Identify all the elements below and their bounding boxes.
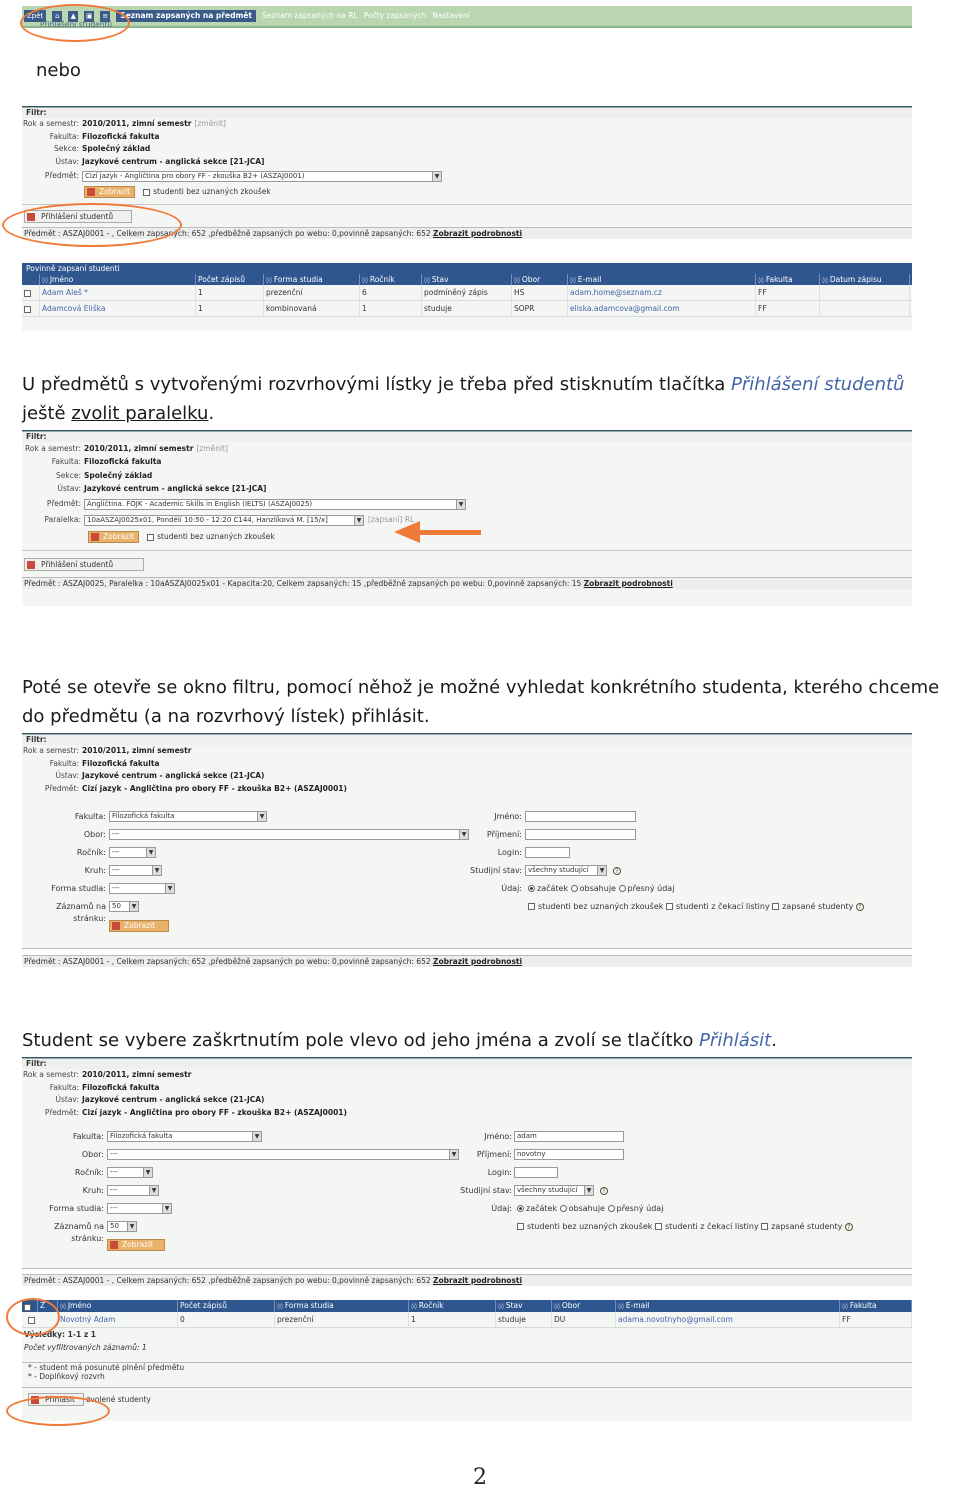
obor-select[interactable]: --- ▼ (109, 829, 469, 840)
col-rocnik[interactable]: ◊◊ Ročník (360, 274, 422, 285)
obor-select[interactable]: --- ▼ (107, 1149, 459, 1160)
col-obor[interactable]: ◊◊ Obor (552, 1300, 616, 1312)
obsahuje-radio[interactable] (571, 885, 578, 892)
nav-item-pocty[interactable]: Počty zapsaných (363, 11, 427, 20)
cell: HS (512, 285, 568, 300)
ustav-label: Ústav: (55, 1095, 79, 1105)
presny-radio[interactable] (619, 885, 626, 892)
predmet-label: Předmět: (44, 783, 79, 793)
ustav-value: Jazykové centrum - anglická sekce [21-JCA] (82, 156, 265, 166)
bez-uznanych-checkbox[interactable] (147, 534, 154, 541)
cell: 1 (196, 285, 264, 300)
prijmeni-label: Příjmení: (486, 830, 522, 839)
predmet-label: Předmět: (46, 499, 81, 508)
nav-sub-prihlaseni[interactable]: Přihlášení studentů (40, 20, 113, 29)
table-row (22, 301, 912, 317)
email-link[interactable]: adama.novotnyho@gmail.com (616, 1312, 840, 1327)
ustav-value: Jazykové centrum - anglická sekce (21-JCA) (82, 771, 265, 781)
help-icon[interactable]: ? (613, 867, 621, 875)
cell: studuje (496, 1312, 552, 1327)
fakulta-select[interactable]: Filozofická fakulta ▼ (109, 811, 267, 822)
help-icon[interactable]: ? (845, 1223, 853, 1231)
rocnik-label: Ročník: (74, 1168, 104, 1177)
up-icon[interactable]: ▲ (68, 11, 78, 22)
paralelka-select[interactable]: 10aASZAJ0025x01, Pondělí 10:50 - 12:20 C144, Hanzlíková M. [15/x] ▼ (84, 515, 364, 526)
forma-select[interactable]: --- ▼ (107, 1203, 172, 1214)
table-row (22, 1312, 912, 1328)
prijmeni-input[interactable]: novotny (514, 1149, 624, 1160)
search-screenshot-2: Filtr: Rok a semestr: 2010/2011, zimní semestr Fakulta: Filozofická fakulta Ústav: Jazykové centrum - anglická sekce (21-JCA) Předmět: Cizí jazyk - Angličtina pro obory FF - zkouška B2+ (ASZAJ0001) Fakulta: Filozofická fakulta ▼ Obor: --- ▼ Ročník: --- ▼ Kruh: --- ▼ Forma studia: --- ▼ Záznamů na stránku: 50 ▼ Zobrazit Jméno: adam Příjmení: novotny Login: Studijní stav: všechny studující ▼ ? Údaj: začátek obsahuje přesný údaj studenti bez uznaných zkoušek studenti z čekací listiny zapsané studenty ? Předmět : ASZAJ0001 - , Celkem zapsaných: 652 ,předběžně zapsaných po webu: 0,povinně zapsaných: 652 Zobrazit podrobnosti Z ◊◊ Jméno Počet zápisů ◊◊ Forma studia ◊◊ Ročník ◊◊ Stav ◊◊ Obor ◊◊ E-mail ◊◊ Fakulta Novotný Adam 0 prezenční 1 studuje DU adama.novotnyho@gmail.com FF Výsledky: 1-1 z 1 Počet vyfiltrovaných záznamů: 1 * - student má posunuté plnění předmětu * - Doplňkový rozvrh Přihlásit zvolené studenty (22, 1057, 912, 1421)
login-input[interactable] (525, 847, 570, 858)
highlight-circle (6, 1298, 60, 1336)
rok-value: 2010/2011, zimní semestr (84, 443, 194, 453)
nav-screenshot (22, 6, 912, 34)
fakulta-label: Fakulta: (72, 1132, 104, 1141)
zobrazit-button[interactable]: Zobrazit (88, 531, 139, 543)
filter-screenshot-2 (22, 430, 912, 606)
obor-label: Obor: (83, 830, 106, 839)
bez-uznanych-checkbox[interactable] (517, 1223, 524, 1230)
ustav-value: Jazykové centrum - anglická sekce [21-JCA] (84, 484, 267, 494)
fakulta-label: Fakulta: (74, 812, 106, 821)
stav-select[interactable]: všechny studující ▼ (514, 1185, 594, 1196)
prihlaseni-studentu-button[interactable]: Přihlášení studentů (24, 210, 132, 223)
zmenit-link[interactable]: [změnit] (196, 443, 228, 453)
rok-value: 2010/2011, zimní semestr (82, 1070, 192, 1080)
zmenit-link[interactable]: [změnit] (194, 119, 226, 129)
zacatek-radio[interactable] (517, 1205, 524, 1212)
sekce-label: Sekce: (56, 470, 81, 480)
col-email[interactable]: ◊◊ E-mail (616, 1300, 840, 1312)
prijmeni-label: Příjmení: (476, 1150, 512, 1159)
zapsane-link[interactable]: [zapsaní] RL (368, 515, 415, 524)
fakulta-label: Fakulta: (49, 131, 79, 141)
cell: SOPR (512, 301, 568, 316)
col-obor[interactable]: ◊◊ Obor (512, 274, 568, 285)
stav-select[interactable]: všechny studující ▼ (525, 865, 607, 876)
zobrazit-button[interactable]: Zobrazit (107, 1239, 165, 1251)
col-pocet[interactable]: Počet zápisů (196, 274, 264, 285)
cell: studuje (422, 301, 512, 316)
col-z[interactable]: Z (38, 1300, 58, 1312)
cell: podmíněný zápis (422, 285, 512, 300)
filter-heading: Filtr: (22, 1059, 912, 1069)
udaj-label: Údaj: (491, 1204, 512, 1213)
zaznamu-label: Záznamů na stránku: (56, 902, 106, 923)
cell (820, 301, 910, 316)
rocnik-select[interactable]: --- ▼ (109, 847, 156, 858)
udaj-label: Údaj: (501, 884, 522, 893)
fakulta-label: Fakulta: (49, 1082, 79, 1092)
ustav-value: Jazykové centrum - anglická sekce (21-JCA) (82, 1095, 265, 1105)
forma-select[interactable]: --- ▼ (109, 883, 175, 894)
home-icon[interactable]: ⌂ (52, 11, 62, 22)
podrobnosti-link[interactable]: Zobrazit podrobnosti (433, 957, 523, 966)
search-screenshot-1: Filtr: Rok a semestr: 2010/2011, zimní semestr Fakulta: Filozofická fakulta Ústav: Jazykové centrum - anglická sekce (21-JCA) Předmět: Cizí jazyk - Angličtina pro obory FF - zkouška B2+ (ASZAJ0001) Fakulta: Filozofická fakulta ▼ Obor: --- ▼ Ročník: --- ▼ Kruh: --- ▼ Forma studia: --- ▼ Záznamů na stránku: 50 ▼ Zobrazit Jméno: Příjmení: Login: Studijní stav: všechny studující ▼ ? Údaj: začátek obsahuje přesný údaj studenti bez uznaných zkoušek studenti z čekací listiny zapsané studenty ? Předmět : ASZAJ0001 - , Celkem zapsaných: 652 ,předběžně zapsaných po webu: 0,povinně zapsaných: 652 Zobrazit podrobnosti (22, 733, 912, 967)
row-checkbox[interactable] (24, 306, 31, 313)
predmet-value: Cizí jazyk - Angličtina pro obory FF - zkouška B2+ (ASZAJ0001) (82, 783, 347, 793)
cell: 6 (360, 285, 422, 300)
cell: 1 (196, 301, 264, 316)
help-icon[interactable]: ? (600, 1187, 608, 1195)
legend-1: * - student má posunuté plnění předmětu (22, 1362, 912, 1372)
rocnik-select[interactable]: --- ▼ (107, 1167, 153, 1178)
table-row (22, 285, 912, 301)
zaznamu-select[interactable]: 50 ▼ (109, 901, 139, 912)
jmeno-label: Jméno: (494, 812, 522, 821)
highlight-circle (20, 4, 130, 42)
cell: prezenční (264, 285, 360, 300)
page-number: 2 (473, 1465, 487, 1490)
fakulta-value: Filozofická fakulta (82, 1082, 160, 1092)
col-jmeno[interactable]: ◊◊ Jméno (58, 1300, 178, 1312)
student-name[interactable]: Adam Aleš * (40, 285, 196, 300)
podrobnosti-link[interactable]: Zobrazit podrobnosti (433, 1276, 523, 1285)
bez-uznanych-label: studenti bez uznaných zkoušek (153, 187, 271, 196)
sekce-label: Sekce: (54, 144, 79, 154)
paralelka-label: Paralelka: (44, 515, 81, 524)
zaznamu-label: Záznamů na stránku: (54, 1222, 104, 1243)
col-fakulta[interactable]: ◊◊ Fakulta (840, 1300, 912, 1312)
table2-header (22, 1300, 912, 1312)
fakulta-select[interactable]: Filozofická fakulta ▼ (107, 1131, 262, 1142)
bez-uznanych-checkbox[interactable] (143, 189, 150, 196)
highlight-circle (6, 1396, 110, 1426)
table-caption: Povinně zapsaní studenti (22, 263, 912, 274)
nav-item-nastaveni[interactable]: Nastavení (432, 11, 470, 20)
cell: FF (840, 1312, 912, 1327)
predmet-label: Předmět: (44, 171, 79, 180)
ustav-label: Ústav: (55, 771, 79, 781)
paragraph-3: Student se vybere zaškrtnutím pole vlevo od jeho jména a zvolí se tlačítko Přihlásit. (22, 1030, 777, 1051)
fakulta-value: Filozofická fakulta (84, 457, 162, 467)
filter-heading: Filtr: (22, 432, 912, 442)
subject-info: Předmět : ASZAJ0001 - , Celkem zapsaných: 652 ,předběžně zapsaných po webu: 0,povinně zapsaných: 652 Zobrazit podrobnosti (22, 227, 912, 239)
zobrazit-button[interactable]: Zobrazit (84, 186, 135, 198)
obsahuje-radio[interactable] (560, 1205, 567, 1212)
prihlasit-ref: Přihlásit (699, 1030, 772, 1051)
col-forma[interactable]: ◊◊ Forma studia (264, 274, 360, 285)
cell: 1 (409, 1312, 496, 1327)
col-datum[interactable]: ◊◊ Datum zápisu (820, 274, 910, 285)
col-fakulta[interactable]: ◊◊ Fakulta (756, 274, 820, 285)
obor-label: Obor: (81, 1150, 104, 1159)
jmeno-input[interactable] (525, 811, 636, 822)
ustav-label: Ústav: (57, 484, 81, 494)
filter-heading: Filtr: (22, 108, 912, 118)
subject-info: Předmět : ASZAJ0001 - , Celkem zapsaných: 652 ,předběžně zapsaných po webu: 0,povinně zapsaných: 652 Zobrazit podrobnosti (22, 1274, 912, 1286)
paragraph-2: Poté se otevře se okno filtru, pomocí něhož je možné vyhledat konkrétního studenta, kterého chceme do předmětu (a na rozvrhový lístek) přihlásit. (22, 677, 940, 727)
sekce-value: Společný základ (84, 470, 153, 480)
forma-label: Forma studia: (49, 1204, 104, 1213)
col-jmeno[interactable]: ◊◊ Jméno (40, 274, 196, 285)
zaznamu-select[interactable]: 50 ▼ (107, 1221, 137, 1232)
bez-uznanych-label: studenti bez uznaných zkoušek (157, 532, 275, 541)
kruh-label: Kruh: (82, 1186, 104, 1195)
rok-label: Rok a semestr: (23, 119, 79, 129)
cekaci-listina-checkbox[interactable] (666, 903, 673, 910)
zvolene-label: zvolené studenty (86, 1395, 151, 1404)
cell: 0 (178, 1312, 275, 1327)
cell: prezenční (275, 1312, 409, 1327)
subject-info: Předmět : ASZAJ0025, Paralelka : 10aASZAJ0025x01 - Kapacita:20, Celkem zapsaných: 15 ,předběžně zapsaných po webu: 0,povinně zapsaných: 15 Zobrazit podrobnosti (22, 577, 912, 589)
text-nebo: nebo (36, 60, 81, 81)
predmet-value: Cizí jazyk - Angličtina pro obory FF - zkouška B2+ (ASZAJ0001) (82, 1107, 347, 1117)
table1-header (22, 274, 912, 285)
prihlasit-button[interactable]: Přihlásit (28, 1393, 84, 1406)
login-label: Login: (497, 848, 522, 857)
vysledky-text: Výsledky: 1-1 z 1 (24, 1330, 97, 1339)
cell (820, 285, 910, 300)
predmet-select[interactable]: Cizí jazyk - Angličtina pro obory FF - zkouška B2+ (ASZAJ0001) ▼ (82, 171, 442, 182)
list-icon[interactable]: ≡ (100, 11, 110, 22)
predmet-label: Předmět: (44, 1107, 79, 1117)
jmeno-label: Jméno: (484, 1132, 512, 1141)
podrobnosti-link[interactable]: Zobrazit podrobnosti (583, 579, 673, 588)
jmeno-input[interactable]: adam (514, 1131, 624, 1142)
bez-uznanych-checkbox[interactable] (528, 903, 535, 910)
sekce-value: Společný základ (82, 144, 151, 154)
rok-label: Rok a semestr: (23, 746, 79, 756)
col-stav[interactable]: ◊◊ Stav (422, 274, 512, 285)
forma-label: Forma studia: (51, 884, 106, 893)
nav-item-rl[interactable]: Seznam zapsaných na RL (261, 11, 358, 20)
fakulta-label: Fakulta: (51, 457, 81, 467)
col-pocet[interactable]: Počet zápisů (178, 1300, 275, 1312)
kruh-label: Kruh: (84, 866, 106, 875)
print-icon[interactable]: ▣ (85, 11, 93, 20)
zapsane-checkbox[interactable] (761, 1223, 768, 1230)
rok-label: Rok a semestr: (25, 443, 81, 453)
student-name[interactable]: Novotný Adam (58, 1312, 178, 1327)
col-rocnik[interactable]: ◊◊ Ročník (409, 1300, 496, 1312)
zvolit-paralelku-ref: zvolit paralelku (71, 403, 209, 424)
login-label: Login: (487, 1168, 512, 1177)
email-link[interactable]: adam.home@seznam.cz (568, 285, 756, 300)
stav-label: Studijní stav: (470, 866, 522, 875)
rok-value: 2010/2011, zimní semestr (82, 746, 192, 756)
paragraph-1: U předmětů s vytvořenými rozvrhovými lístky je třeba před stisknutím tlačítka Přihlášení studentů ještě zvolit paralelku. (22, 374, 905, 424)
pointer-arrow (415, 530, 481, 535)
cell: kombinovaná (264, 301, 360, 316)
zobrazit-button[interactable]: Zobrazit (109, 920, 169, 932)
help-icon[interactable]: ? (856, 903, 864, 911)
login-input[interactable] (514, 1167, 558, 1178)
legend-2: * - Doplňkový rozvrh (28, 1372, 105, 1381)
rok-value: 2010/2011, zimní semestr (82, 119, 192, 129)
zacatek-radio[interactable] (528, 885, 535, 892)
prihlaseni-studentu-button[interactable]: Přihlášení studentů (24, 558, 144, 571)
ustav-label: Ústav: (55, 156, 79, 166)
prijmeni-input[interactable] (525, 829, 636, 840)
pointer-arrowhead (394, 521, 420, 543)
subject-info: Předmět : ASZAJ0001 - , Celkem zapsaných: 652 ,předběžně zapsaných po webu: 0,povinně zapsaných: 652 Zobrazit podrobnosti (22, 955, 912, 967)
nav-item-seznam[interactable]: Seznam zapsaných na předmět (116, 10, 256, 22)
fakulta-value: Filozofická fakulta (82, 758, 160, 768)
kruh-select[interactable]: --- ▼ (107, 1185, 159, 1196)
kruh-select[interactable]: --- ▼ (109, 865, 162, 876)
col-email[interactable]: ◊◊ E-mail (568, 274, 756, 285)
rok-label: Rok a semestr: (23, 1070, 79, 1080)
highlight-circle (2, 203, 182, 247)
email-link[interactable]: eliska.adamcova@gmail.com (568, 301, 756, 316)
cekaci-listina-checkbox[interactable] (655, 1223, 662, 1230)
stav-label: Studijní stav: (460, 1186, 512, 1195)
col-forma[interactable]: ◊◊ Forma studia (275, 1300, 409, 1312)
cell: FF (756, 301, 820, 316)
col-stav[interactable]: ◊◊ Stav (496, 1300, 552, 1312)
pocet-text: Počet vyfiltrovaných záznamů: 1 (24, 1343, 147, 1352)
filter-heading: Filtr: (22, 735, 912, 745)
prihlaseni-ref: Přihlášení studentů (730, 374, 905, 395)
predmet-select[interactable]: Angličtina. FOJK - Academic Skills in English (IELTS) (ASZAJ0025) ▼ (84, 499, 466, 510)
back-button[interactable]: Zpět (24, 10, 46, 22)
student-name[interactable]: Adamcová Eliška (40, 301, 196, 316)
row-checkbox[interactable] (24, 290, 31, 297)
fakulta-value: Filozofická fakulta (82, 131, 160, 141)
cell: DU (552, 1312, 616, 1327)
zapsane-checkbox[interactable] (772, 903, 779, 910)
cell: FF (756, 285, 820, 300)
fakulta-label: Fakulta: (49, 758, 79, 768)
rocnik-label: Ročník: (76, 848, 106, 857)
podrobnosti-link[interactable]: Zobrazit podrobnosti (433, 229, 523, 238)
presny-radio[interactable] (608, 1205, 615, 1212)
top-nav-bar (22, 6, 912, 28)
cell: 1 (360, 301, 422, 316)
